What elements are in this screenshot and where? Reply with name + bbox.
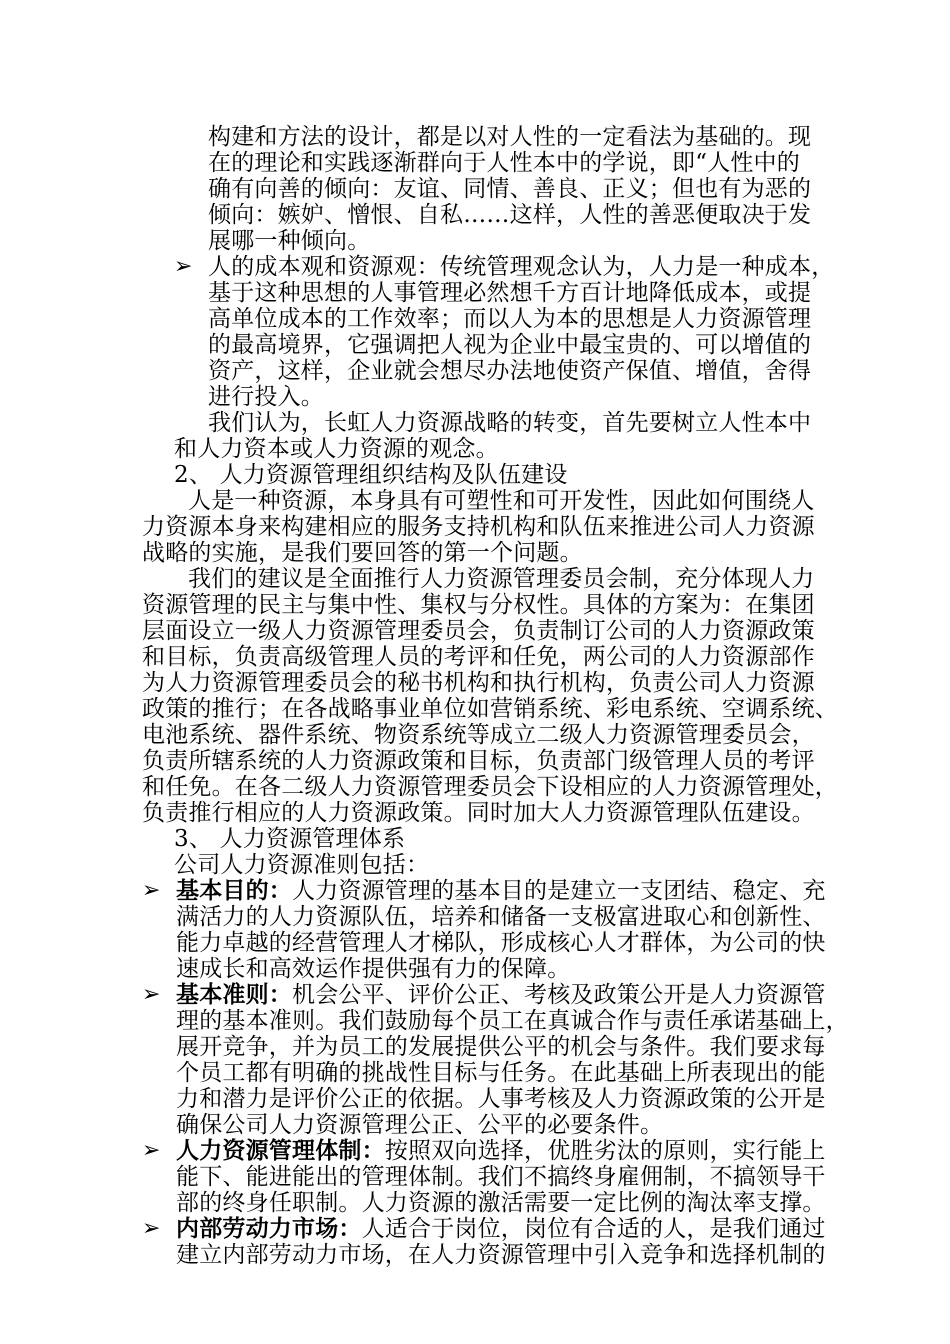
arrow-bullet-icon: ➢ (142, 1138, 161, 1163)
text-line: 的最高境界，它强调把人视为企业中最宝贵的、可以增值的 (208, 332, 812, 358)
arrow-bullet-icon: ➢ (142, 982, 161, 1007)
text-line: 理的基本准则。我们鼓励每个员工在真诚合作与责任承诺基础上， (176, 1008, 849, 1034)
text-line: 和目标，负责高级管理人员的考评和任免，两公司的人力资源部作 (142, 644, 815, 670)
principle-term: 基本目的： (176, 877, 292, 904)
text-line: 能下、能进能出的管理体制。我们不搞终身雇佣制，不搞领导干 (176, 1164, 826, 1190)
text-line: 确有向善的倾向：友谊、同情、善良、正义；但也有为恶的 (208, 176, 812, 202)
text-line: 个员工都有明确的挑战性目标与任务。在此基础上所表现出的能 (176, 1060, 826, 1086)
text-line: 内部劳动力市场：人适合于岗位，岗位有合适的人，是我们通过 (176, 1215, 826, 1242)
text-line: 在的理论和实践逐渐群向于人性本中的学说，即“人性中的 (208, 150, 800, 176)
principle-term: 人力资源管理体制： (176, 1137, 385, 1164)
text-line: 资源管理的民主与集中性、集权与分权性。具体的方案为：在集团 (142, 592, 815, 618)
text-line: 基本准则：机会公平、评价公正、考核及政策公开是人力资源管 (176, 981, 826, 1008)
principle-term: 基本准则： (176, 981, 292, 1008)
arrow-bullet-icon: ➢ (142, 878, 161, 903)
text-line: 和任免。在各二级人力资源管理委员会下设相应的人力资源管理处， (142, 774, 838, 800)
section-3-heading: 3、 人力资源管理体系 (174, 826, 406, 852)
text-line: 和人力资本或人力资源的观念。 (174, 436, 499, 462)
text-line: 能力卓越的经营管理人才梯队，形成核心人才群体，为公司的快 (176, 930, 826, 956)
text-line: 确保公司人力资源管理公正、公平的必要条件。 (176, 1112, 664, 1138)
text-line: 政策的推行；在各战略事业单位如营销系统、彩电系统、空调系统、 (142, 696, 838, 722)
text-line: 负责所辖系统的人力资源政策和目标，负责部门级管理人员的考评 (142, 748, 815, 774)
text-line: 建立内部劳动力市场，在人力资源管理中引入竞争和选择机制的 (176, 1242, 826, 1268)
section-2-heading: 2、 人力资源管理组织结构及队伍建设 (174, 462, 568, 488)
text-line: 满活力的人力资源队伍，培养和储备一支极富进取心和创新性、 (176, 904, 826, 930)
arrow-bullet-icon: ➢ (174, 254, 193, 279)
text-line: 我们的建议是全面推行人力资源管理委员会制，充分体现人力 (188, 566, 815, 592)
text-line: 人的成本观和资源观：传统管理观念认为，人力是一种成本， (208, 254, 835, 280)
text-line: 层面设立一级人力资源管理委员会，负责制订公司的人力资源政策 (142, 618, 815, 644)
text-line: 为人力资源管理委员会的秘书机构和执行机构，负责公司人力资源 (142, 670, 815, 696)
text-line: 倾向：嫉妒、憎恨、自私……这样，人性的善恶便取决于发 (208, 202, 812, 228)
text-line: 战略的实施，是我们要回答的第一个问题。 (142, 540, 583, 566)
text-line: 电池系统、器件系统、物资系统等成立二级人力资源管理委员会， (142, 722, 815, 748)
text-line: 力和潜力是评价公正的依据。人事考核及人力资源政策的公开是 (176, 1086, 826, 1112)
text-line: 展开竞争，并为员工的发展提供公平的机会与条件。我们要求每 (176, 1034, 826, 1060)
text-line: 人力资源管理体制：按照双向选择，优胜劣汰的原则，实行能上 (176, 1137, 826, 1164)
text-line: 进行投入。 (208, 384, 324, 410)
text-line: 负责推行相应的人力资源政策。同时加大人力资源管理队伍建设。 (142, 800, 815, 826)
text-line: 速成长和高效运作提供强有力的保障。 (176, 956, 571, 982)
text-line: 基本目的：人力资源管理的基本目的是建立一支团结、稳定、充 (176, 877, 826, 904)
text-line: 人是一种资源，本身具有可塑性和可开发性，因此如何围绕人 (188, 488, 815, 514)
text-line: 资产，这样，企业就会想尽办法地使资产保值、增值，舍得 (208, 358, 812, 384)
text-line: 展哪一种倾向。 (208, 228, 371, 254)
section-3-intro: 公司人力资源准则包括： (174, 852, 430, 878)
text-line: 基于这种思想的人事管理必然想千方百计地降低成本，或提 (208, 280, 812, 306)
principle-term: 内部劳动力市场： (176, 1215, 362, 1242)
text-line: 部的终身任职制。人力资源的激活需要一定比例的淘汰率支撑。 (176, 1190, 826, 1216)
text-line: 构建和方法的设计，都是以对人性的一定看法为基础的。现 (208, 124, 812, 150)
text-line: 高单位成本的工作效率；而以人为本的思想是人力资源管理 (208, 306, 812, 332)
arrow-bullet-icon: ➢ (142, 1216, 161, 1241)
text-line: 力资源本身来构建相应的服务支持机构和队伍来推进公司人力资源 (142, 514, 815, 540)
text-line: 我们认为，长虹人力资源战略的转变，首先要树立人性本中 (208, 410, 812, 436)
